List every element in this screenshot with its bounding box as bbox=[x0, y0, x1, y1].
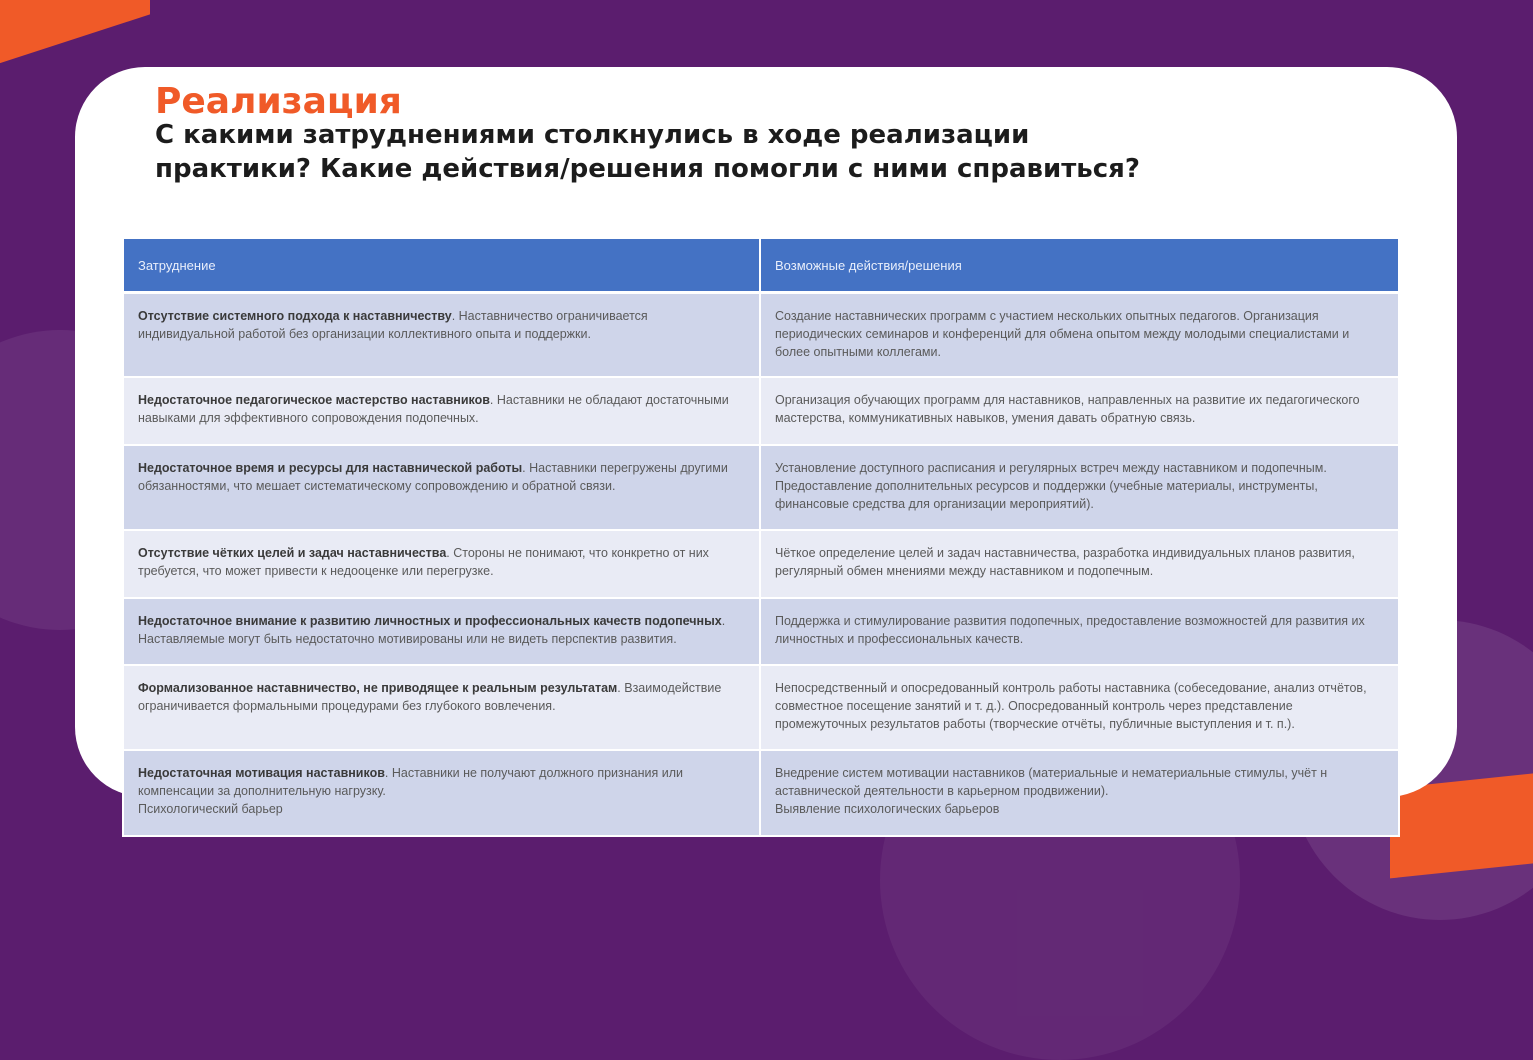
difficulty-extra-note: Психологический барьер bbox=[138, 801, 283, 816]
difficulty-description: . Взаимодействие ограничивается формальными процедурами без глубокого вовлечения. bbox=[138, 680, 722, 713]
difficulty-description: . Наставники не получают должного признания или компенсации за дополнительную нагрузку. bbox=[138, 765, 684, 798]
difficulty-title: Недостаточная мотивация наставников bbox=[138, 765, 385, 780]
difficulty-cell bbox=[123, 530, 760, 598]
solution-text: Внедрение систем мотивации наставников (материальные и нематериальные стимулы, учёт н аставнической деятельности в карьерном продвижении). bbox=[775, 765, 1328, 798]
solution-cell: Чёткое определение целей и задач наставничества, разработка индивидуальных планов развития, регулярный обмен мнениями между наставником и подопечным. bbox=[760, 530, 1399, 598]
solution-cell: Создание наставнических программ с участием нескольких опытных педагогов. Организация периодических семинаров и конференций для обмена опытом между молодыми специалистами и более опытными коллегами. bbox=[760, 293, 1399, 377]
difficulty-title: Отсутствие системного подхода к наставничеству bbox=[138, 309, 452, 323]
difficulty-cell bbox=[123, 377, 760, 445]
table-header-row bbox=[123, 239, 1399, 293]
solution-extra-note: Выявление психологических барьеров bbox=[775, 801, 1000, 816]
difficulty-description: . Наставничество ограничивается индивидуальной работой без организации коллективного опыта и поддержки. bbox=[138, 309, 648, 341]
difficulty-description: . Стороны не понимают, что конкретно от них требуется, что может привести к недооценке или перегрузке. bbox=[138, 545, 709, 578]
orange-accent-shape bbox=[0, 0, 150, 70]
difficulty-description: . Наставники не обладают достаточными навыками для эффективного сопровождения подопечных. bbox=[138, 392, 729, 425]
difficulties-table bbox=[122, 239, 1400, 837]
solution-cell: Установление доступного расписания и регулярных встреч между наставником и подопечным. Предоставление дополнительных ресурсов и поддержки (учебные материалы, инструменты, финансовые средства для организации мероприятий). bbox=[760, 445, 1399, 530]
slide-title: Реализация bbox=[155, 81, 402, 122]
table-row bbox=[123, 598, 1399, 665]
column-header-difficulty: Затруднение bbox=[123, 239, 760, 293]
difficulty-description: . Наставляемые могут быть недостаточно мотивированы или не видеть перспектив развития. bbox=[138, 613, 726, 646]
difficulty-title: Отсутствие чётких целей и задач наставничества bbox=[138, 545, 447, 560]
table-row bbox=[123, 665, 1399, 750]
table-row bbox=[123, 530, 1399, 598]
slide-subtitle: С какими затруднениями столкнулись в ходе реализации практики? Какие действия/решения помогли с ними справиться? bbox=[155, 120, 1140, 184]
difficulty-cell bbox=[123, 445, 760, 530]
difficulty-title: Формализованное наставничество, не приводящее к реальным результатам bbox=[138, 680, 618, 695]
solution-cell: Непосредственный и опосредованный контроль работы наставника (собеседование, анализ отчётов, совместное посещение занятий и т. д.). Опосредованный контроль через представление промежуточных результатов работы (творческие отчёты, публичные выступления и т. п.). bbox=[760, 665, 1399, 750]
table-row bbox=[123, 293, 1399, 377]
difficulty-cell bbox=[123, 665, 760, 750]
table-row bbox=[123, 750, 1399, 836]
difficulty-title: Недостаточное внимание к развитию личностных и профессиональных качеств подопечных bbox=[138, 613, 722, 628]
table-row bbox=[123, 445, 1399, 530]
solution-cell: Поддержка и стимулирование развития подопечных, предоставление возможностей для развития их личностных и профессиональных качеств. bbox=[760, 598, 1399, 665]
difficulty-cell bbox=[123, 750, 760, 836]
table-row bbox=[123, 377, 1399, 445]
difficulty-description: . Наставники перегружены другими обязанностями, что мешает систематическому сопровождению и обратной связи. bbox=[138, 460, 728, 493]
solution-cell: Организация обучающих программ для наставников, направленных на развитие их педагогического мастерства, коммуникативных навыков, умения давать обратную связь. bbox=[760, 377, 1399, 445]
solution-cell bbox=[760, 750, 1399, 836]
column-header-solutions: Возможные действия/решения bbox=[760, 239, 1399, 293]
difficulty-title: Недостаточное время и ресурсы для наставнической работы bbox=[138, 460, 523, 475]
difficulty-title: Недостаточное педагогическое мастерство наставников bbox=[138, 392, 490, 407]
difficulty-cell bbox=[123, 598, 760, 665]
difficulty-cell bbox=[123, 293, 760, 377]
